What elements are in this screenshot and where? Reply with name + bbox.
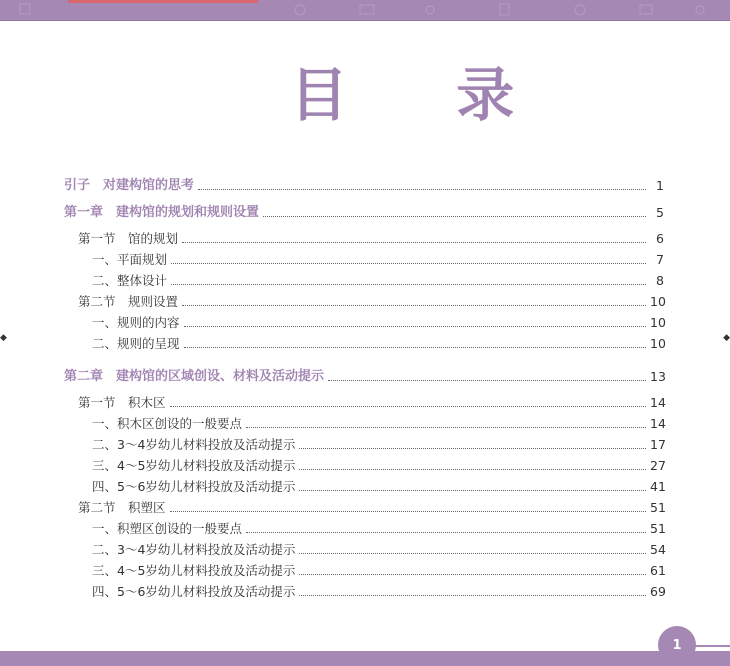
toc-entry-page: 10 bbox=[650, 294, 666, 309]
dot-leader bbox=[198, 189, 646, 190]
toc-entry[interactable] bbox=[92, 519, 664, 537]
toc-entry-label: 引子 对建构馆的思考 bbox=[64, 178, 195, 193]
toc-entry[interactable] bbox=[78, 498, 664, 516]
dot-leader bbox=[299, 595, 646, 596]
toc-entry[interactable] bbox=[92, 540, 664, 558]
toc-entry-label: 二、规则的呈现 bbox=[92, 336, 180, 351]
toc-entry[interactable] bbox=[92, 561, 664, 579]
toc-entry-label: 第二章 建构馆的区域创设、材料及活动提示 bbox=[64, 369, 325, 384]
toc-entry[interactable] bbox=[78, 292, 664, 310]
top-accent-line bbox=[68, 0, 258, 3]
toc-entry-label: 二、3～4岁幼儿材料投放及活动提示 bbox=[92, 437, 296, 452]
right-margin-mark: ◆ bbox=[723, 333, 730, 343]
bottom-decorative-band bbox=[0, 651, 730, 666]
toc-entry-page: 54 bbox=[650, 542, 666, 557]
toc-entry-page: 1 bbox=[656, 178, 664, 193]
toc-entry[interactable] bbox=[92, 456, 664, 474]
toc-entry[interactable] bbox=[64, 367, 664, 385]
toc-entry[interactable] bbox=[92, 477, 664, 495]
toc-entry-page: 17 bbox=[650, 437, 666, 452]
toc-entry-label: 一、平面规划 bbox=[92, 252, 168, 267]
top-decorative-band bbox=[0, 0, 730, 21]
toc-entry-label: 四、5～6岁幼儿材料投放及活动提示 bbox=[92, 584, 296, 599]
dot-leader bbox=[299, 490, 646, 491]
toc-entry[interactable] bbox=[78, 393, 664, 411]
toc-entry-label: 四、5～6岁幼儿材料投放及活动提示 bbox=[92, 479, 296, 494]
dot-leader bbox=[299, 448, 646, 449]
toc-entry-page: 14 bbox=[650, 416, 666, 431]
toc-entry-page: 7 bbox=[656, 252, 664, 267]
toc-entry-label: 三、4～5岁幼儿材料投放及活动提示 bbox=[92, 563, 296, 578]
dot-leader bbox=[328, 380, 646, 381]
toc-entry[interactable] bbox=[64, 176, 664, 194]
toc-entry[interactable] bbox=[92, 313, 664, 331]
band-pattern bbox=[0, 0, 730, 20]
dot-leader bbox=[171, 263, 646, 264]
dot-leader bbox=[170, 511, 646, 512]
dot-leader bbox=[184, 347, 646, 348]
toc-entry[interactable] bbox=[92, 250, 664, 268]
toc-entry[interactable] bbox=[64, 203, 664, 221]
toc-entry[interactable] bbox=[92, 435, 664, 453]
toc-entry-page: 61 bbox=[650, 563, 666, 578]
dot-leader bbox=[263, 216, 646, 217]
toc-entry-page: 51 bbox=[650, 521, 666, 536]
toc-entry[interactable] bbox=[92, 414, 664, 432]
page-number-badge bbox=[658, 626, 696, 664]
toc-entry-label: 第二节 积塑区 bbox=[78, 500, 166, 515]
toc-entry-page: 41 bbox=[650, 479, 666, 494]
dot-leader bbox=[246, 532, 646, 533]
toc-entry-label: 一、积木区创设的一般要点 bbox=[92, 416, 243, 431]
toc-entry-label: 第一章 建构馆的规划和规则设置 bbox=[64, 205, 260, 220]
toc-entry-label: 第二节 规则设置 bbox=[78, 294, 179, 309]
toc-entry-label: 第一节 馆的规划 bbox=[78, 231, 179, 246]
left-margin-mark: ◆ bbox=[0, 333, 7, 343]
dot-leader bbox=[299, 553, 646, 554]
toc-entry-label: 三、4～5岁幼儿材料投放及活动提示 bbox=[92, 458, 296, 473]
page-number: 1 bbox=[672, 637, 682, 653]
toc-entry-page: 6 bbox=[656, 231, 664, 246]
toc-entry[interactable] bbox=[92, 582, 664, 600]
toc-entry-page: 8 bbox=[656, 273, 664, 288]
bottom-accent-line bbox=[690, 645, 730, 647]
dot-leader bbox=[299, 574, 646, 575]
dot-leader bbox=[184, 326, 646, 327]
toc-entry[interactable] bbox=[92, 271, 664, 289]
dot-leader bbox=[182, 305, 646, 306]
toc-entry-label: 二、整体设计 bbox=[92, 273, 168, 288]
toc-entry-page: 14 bbox=[650, 395, 666, 410]
toc-entry-page: 10 bbox=[650, 336, 666, 351]
toc-entry[interactable] bbox=[78, 229, 664, 247]
toc-entry-page: 10 bbox=[650, 315, 666, 330]
dot-leader bbox=[171, 284, 646, 285]
dot-leader bbox=[299, 469, 646, 470]
toc-entry-page: 13 bbox=[650, 369, 666, 384]
toc-entry-label: 一、规则的内容 bbox=[92, 315, 180, 330]
toc-entry-page: 5 bbox=[656, 205, 664, 220]
toc-entry-page: 69 bbox=[650, 584, 666, 599]
toc-entry[interactable] bbox=[92, 334, 664, 352]
page-title: 目 录 bbox=[290, 61, 559, 129]
dot-leader bbox=[182, 242, 646, 243]
toc-entry-label: 第一节 积木区 bbox=[78, 395, 166, 410]
dot-leader bbox=[246, 427, 646, 428]
dot-leader bbox=[170, 406, 646, 407]
toc-entry-label: 一、积塑区创设的一般要点 bbox=[92, 521, 243, 536]
toc-entry-page: 51 bbox=[650, 500, 666, 515]
toc-entry-page: 27 bbox=[650, 458, 666, 473]
toc-entry-label: 二、3～4岁幼儿材料投放及活动提示 bbox=[92, 542, 296, 557]
